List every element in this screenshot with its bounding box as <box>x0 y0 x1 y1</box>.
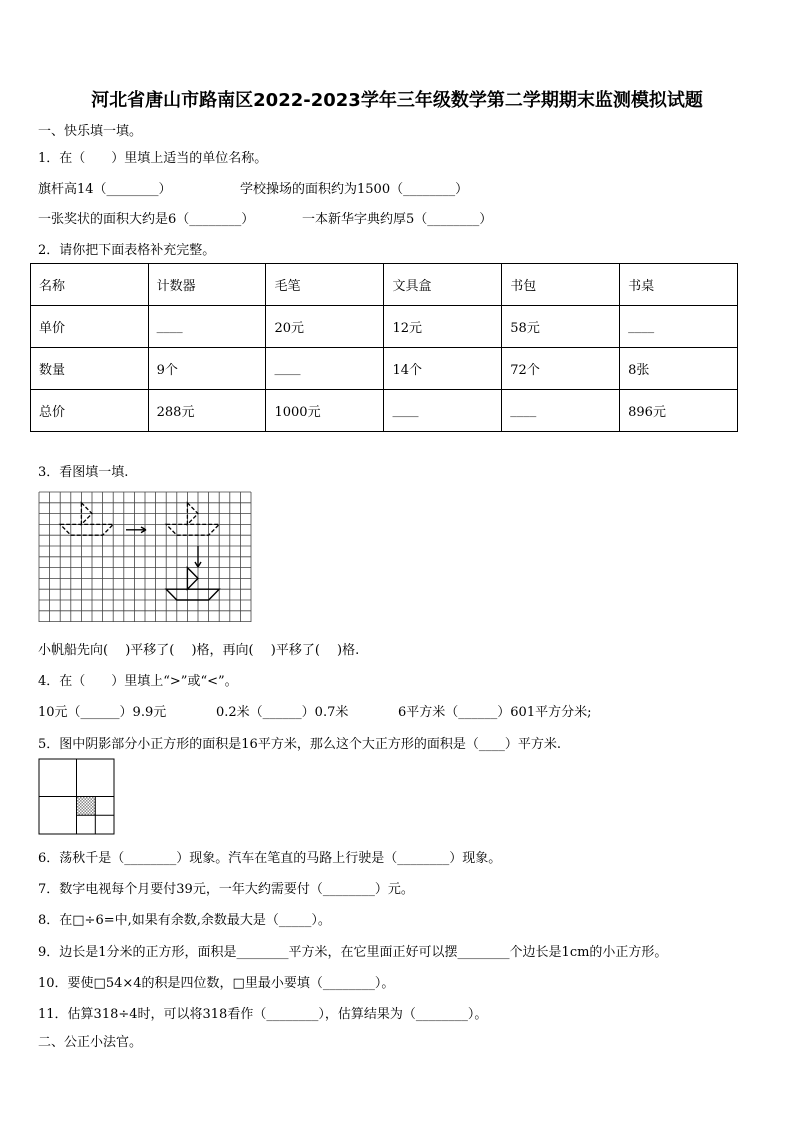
q1-stem: 1．在（ ）里填上适当的单位名称。 <box>38 151 268 166</box>
table-cell: 名称 <box>31 264 149 306</box>
q6: 6．荡秋千是（________）现象。汽车在笔直的马路上行驶是（________）现象。 <box>38 851 502 866</box>
q4-stem: 4．在（ ）里填上“>”或“<”。 <box>38 674 238 689</box>
q11: 11．估算318÷4时，可以将318看作（________），估算结果为（________）。 <box>38 1007 488 1022</box>
table-cell: 20元 <box>266 306 384 348</box>
table-cell: 单价 <box>31 306 149 348</box>
q4-c: 6平方米（______）601平方分米; <box>398 705 592 720</box>
page-title: 河北省唐山市路南区2022-2023学年三年级数学第二学期期末监测模拟试题 <box>91 90 703 111</box>
table-cell: ____ <box>384 390 502 432</box>
table-cell: 14个 <box>384 348 502 390</box>
q7: 7．数字电视每个月要付39元，一年大约需要付（________）元。 <box>38 882 414 897</box>
q3-text: 小帆船先向( )平移了( )格，再向( )平移了( )格. <box>38 643 360 658</box>
q1-c: 一张奖状的面积大约是6（________） <box>38 212 255 227</box>
q9: 9．边长是1分米的正方形，面积是________平方米，在它里面正好可以摆________个边长是1cm的小正方形。 <box>38 945 668 960</box>
table-cell: 计数器 <box>148 264 266 306</box>
q10: 10．要使□54×4的积是四位数，□里最小要填（________）。 <box>38 976 395 991</box>
q1-d: 一本新华字典约厚5（________） <box>302 212 493 227</box>
table-cell: 12元 <box>384 306 502 348</box>
table-row <box>31 348 738 390</box>
q3-stem: 3．看图填一填. <box>38 465 129 480</box>
table-cell: 8张 <box>620 348 738 390</box>
table-row <box>31 306 738 348</box>
square-figure <box>38 758 116 836</box>
table-cell: 9个 <box>148 348 266 390</box>
table-row <box>31 264 738 306</box>
table-cell: 毛笔 <box>266 264 384 306</box>
table-row <box>31 390 738 432</box>
table-cell: ____ <box>502 390 620 432</box>
q2-stem: 2．请你把下面表格补充完整。 <box>38 243 216 258</box>
shaded-square <box>77 797 96 816</box>
q1-a: 旗杆高14（________） <box>38 182 172 197</box>
table-cell: 288元 <box>148 390 266 432</box>
q4-b: 0.2米（______）0.7米 <box>216 705 349 720</box>
q1-b: 学校操场的面积约为1500（________） <box>240 182 469 197</box>
table-cell: 文具盒 <box>384 264 502 306</box>
table-cell: ____ <box>620 306 738 348</box>
table-cell: 72个 <box>502 348 620 390</box>
q5-stem: 5．图中阴影部分小正方形的面积是16平方米，那么这个大正方形的面积是（____）平方米. <box>38 737 561 752</box>
sailboat-grid-figure <box>38 491 252 623</box>
table-cell: 书包 <box>502 264 620 306</box>
table-cell: 58元 <box>502 306 620 348</box>
table-cell: 总价 <box>31 390 149 432</box>
q4-a: 10元（______）9.9元 <box>38 705 167 720</box>
table-cell: 896元 <box>620 390 738 432</box>
section-1-heading: 一、快乐填一填。 <box>38 124 143 139</box>
table-cell: ____ <box>266 348 384 390</box>
q8: 8．在□÷6=中,如果有余数,余数最大是（_____）。 <box>38 913 331 928</box>
table-cell: ____ <box>148 306 266 348</box>
table-cell: 1000元 <box>266 390 384 432</box>
table-cell: 数量 <box>31 348 149 390</box>
price-table <box>30 263 738 432</box>
table-cell: 书桌 <box>620 264 738 306</box>
section-2-heading: 二、公正小法官。 <box>38 1035 143 1050</box>
